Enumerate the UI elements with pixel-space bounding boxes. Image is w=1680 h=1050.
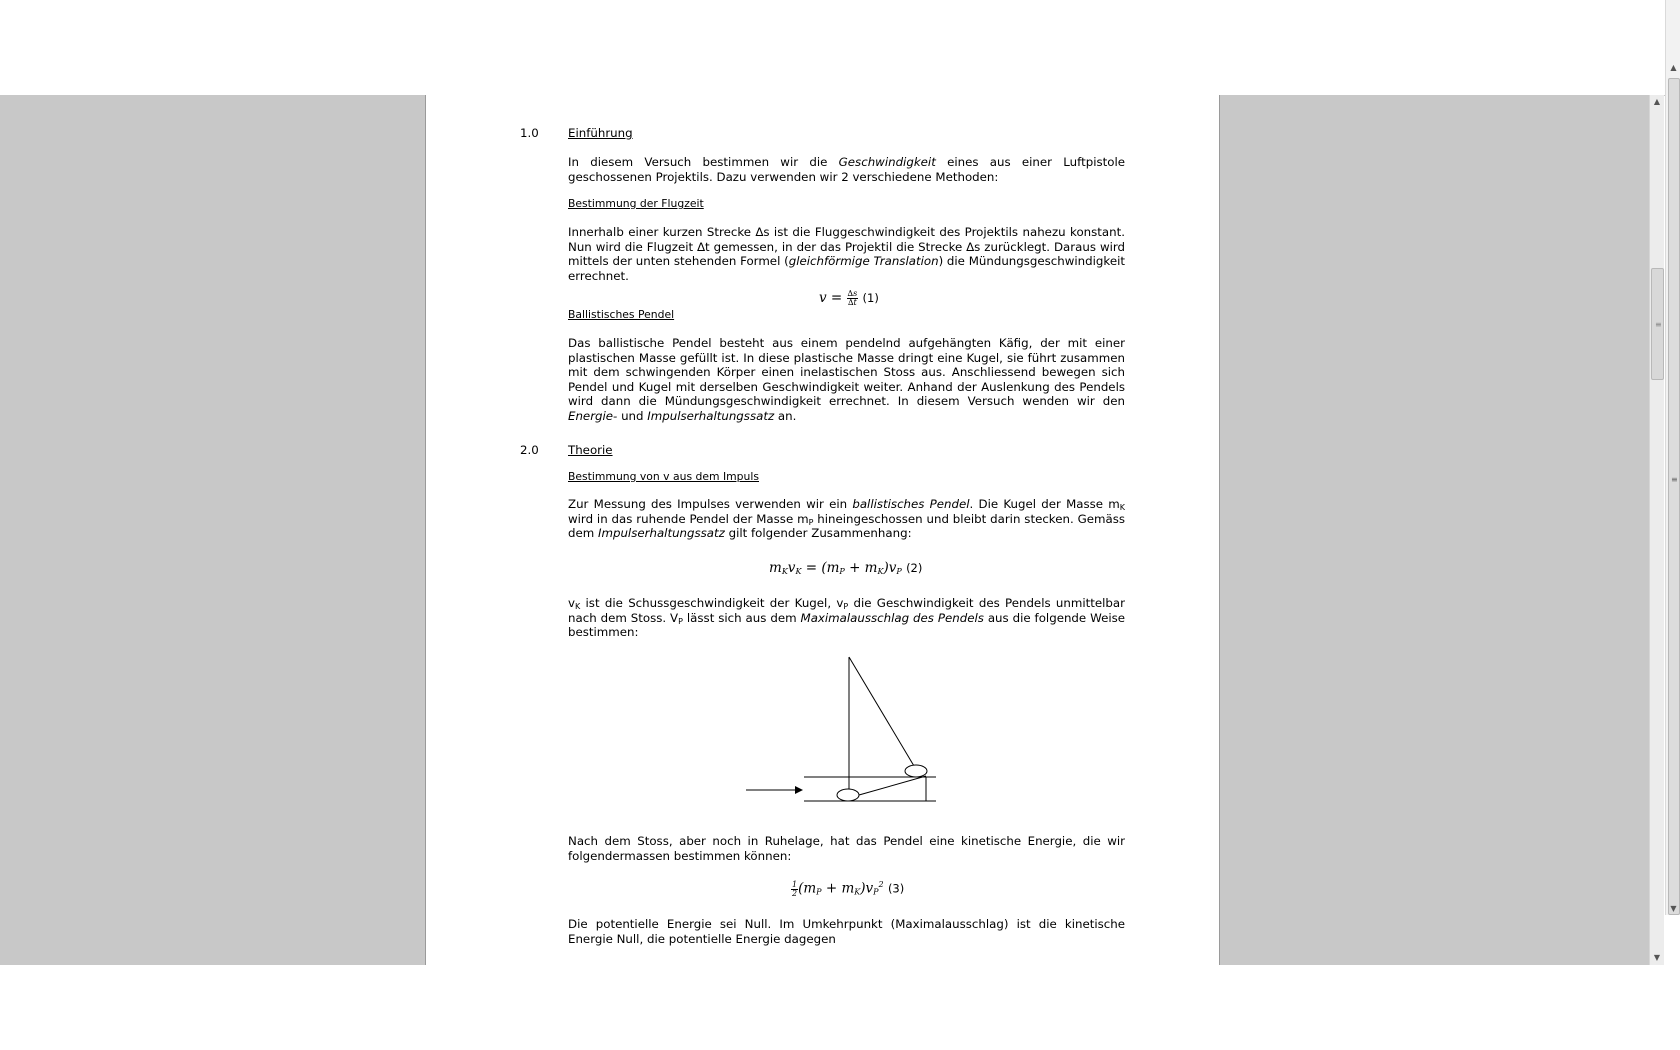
- section-number-1: 1.0: [520, 126, 539, 140]
- scroll-up-icon[interactable]: ▲: [1653, 97, 1661, 106]
- lift-line: [859, 776, 926, 795]
- document-page: [425, 95, 1220, 965]
- section-title-2: Theorie: [568, 443, 613, 457]
- status-area: [0, 965, 1665, 1050]
- impuls-paragraph: Zur Messung des Impulses verwenden wir ein ballistisches Pendel. Die Kugel der Masse $m_K$ wird in das ruhende Pendel der Masse $m_P$ hineingeschossen und bleibt darin stecken. Gemäss dem Impulserhaltungssatz gilt folgender Zusammenhang:: [568, 497, 1126, 541]
- document-scrollbar[interactable]: [1649, 95, 1664, 965]
- pendulum-body-deflected: [905, 765, 927, 777]
- subheading-impuls: Bestimmung von v aus dem Impuls: [568, 470, 759, 483]
- subheading-ballistisches-pendel: Ballistisches Pendel: [568, 308, 675, 321]
- toolbar-area: [0, 0, 1680, 96]
- window-grip-icon: ≡: [1671, 475, 1678, 484]
- potential-energy-paragraph: Die potentielle Energie sei Null. Im Umkehrpunkt (Maximalausschlag) ist die kinetische Energie Null, die potentielle Energie dagegen: [568, 917, 1125, 946]
- window-scroll-thumb[interactable]: [1668, 78, 1680, 915]
- document-viewport: [0, 95, 1663, 965]
- flugzeit-paragraph: Innerhalb einer kurzen Strecke ∆s ist die Fluggeschwindigkeit des Projektils nahezu konstant. Nun wird die Flugzeit ∆t gemessen, in der das Projektil die Strecke ∆s zurücklegt. Daraus wird mittels der unten stehenden Formel (gleichförmige Translation) die Mündungsgeschwindigkeit errechnet.: [568, 225, 1125, 283]
- kinetic-energy-paragraph: Nach dem Stoss, aber noch in Ruhelage, hat das Pendel eine kinetische Energie, die wir folgendermassen bestimmen können:: [568, 834, 1125, 863]
- section-number-2: 2.0: [520, 443, 539, 457]
- window-scrollbar[interactable]: [1665, 0, 1680, 915]
- pendulum-diagram: [726, 655, 936, 805]
- equation-3: $\frac{1}{2}$ $(m_P + m_K)v_P^2$ (3): [792, 879, 905, 898]
- scroll-thumb[interactable]: [1651, 268, 1664, 380]
- pendel-paragraph: Das ballistische Pendel besteht aus einem pendelnd aufgehängten Käfig, der mit einer plastischen Masse gefüllt ist. In diese plastische Masse dringt eine Kugel, sie führt zusammen mit dem schwingenden Körper einen inelastischen Stoss aus. Anschliessend bewegen sich Pendel und Kugel mit derselben Geschwindigkeit weiter. Anhand der Auslenkung des Pendels wird dann die Mündungsgeschwindigkeit errechnet. In diesem Versuch wenden wir den Energie- und Impulserhaltungssatz an.: [568, 336, 1125, 423]
- intro-paragraph: In diesem Versuch bestimmen wir die Geschwindigkeit eines aus einer Luftpistole geschossenen Projektils. Dazu verwenden wir 2 verschiedene Methoden:: [568, 155, 1125, 184]
- scroll-down-icon[interactable]: ▼: [1653, 953, 1661, 962]
- velocity-paragraph: $v_K$ ist die Schussgeschwindigkeit der Kugel, $v_P$ die Geschwindigkeit des Pendels unmittelbar nach dem Stoss. $V_P$ lässt sich aus dem Maximalausschlag des Pendels aus die folgende Weise bestimmen:: [568, 596, 1126, 640]
- equation-2: $m_Kv_K = (m_P + m_K)v_P$ (2): [769, 560, 923, 576]
- grip-icon: ≡: [1655, 320, 1662, 329]
- equation-1: v = $\frac{\Delta s}{\Delta t}$ (1): [819, 289, 879, 307]
- section-title-1: Einführung: [568, 126, 633, 140]
- arrow-head-icon: [795, 786, 803, 794]
- pendulum-body-rest: [837, 789, 859, 801]
- window-scroll-up-icon[interactable]: ▲: [1670, 63, 1677, 72]
- subheading-flugzeit: Bestimmung der Flugzeit: [568, 197, 704, 210]
- window-scroll-down-icon[interactable]: ▼: [1670, 904, 1677, 913]
- pendulum-string-deflected: [849, 657, 914, 766]
